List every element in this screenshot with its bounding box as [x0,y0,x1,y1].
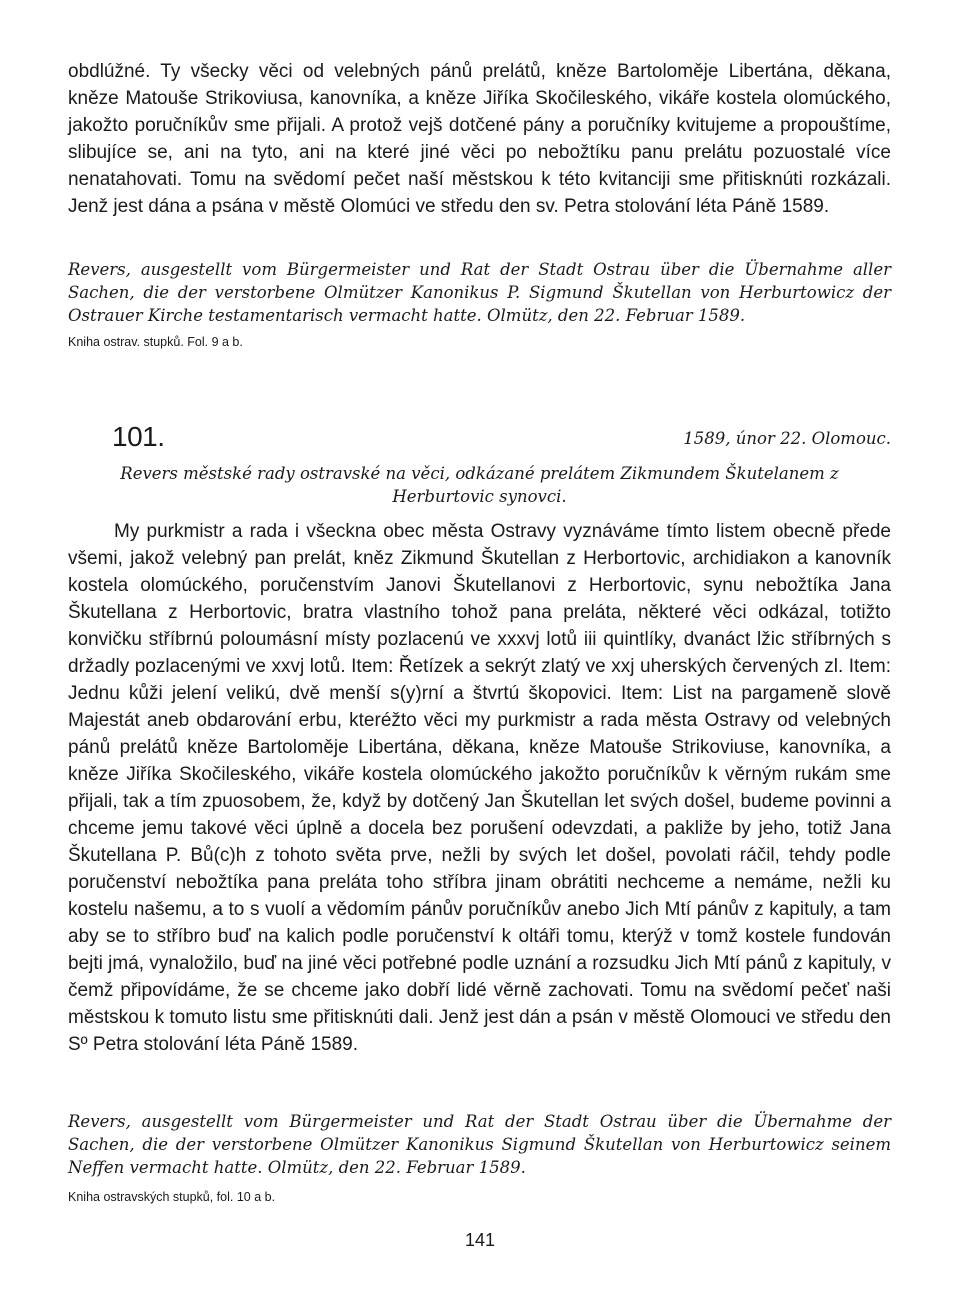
source-note: Kniha ostravských stupků, fol. 10 a b. [68,1190,276,1204]
german-summary: Revers, ausgestellt vom Bürgermeister und Rat der Stadt Ostrau über die Übernahme der Sachen, die der verstorbene Olmützer Kanonikus Sigmund Škutellan von Herburtowicz seinem Neffen vermacht hatte. Olmütz, den 22. Februar 1589. [68,1112,891,1177]
document-number: 101. [112,421,165,452]
document-date-place: 1589, únor 22. Olomouc. [683,429,891,448]
continued-paragraph: obdlúžné. Ty všecky věci od velebných pánů prelátů, kněze Bartoloměje Libertána, děkana, kněze Matouše Strikoviusa, kanovníka, a kněze Jiříka Skočileského, vikáře kostela olomúckého, jakožto poručníkův sme přijali. A protož vejš dotčené pány a poručníky kvitujeme a propouštíme, slibujíce se, ani na tyto, ani na které jiné věci po nebožtíku panu prelátu pozuostalé více nenatahovati. Tomu na svědomí pečet naší městskou k této kvitanciji sme přitisknúti rozkázali. Jenž jest dána a psána v městě Olomúci ve středu den sv. Petra stolování léta Páně 1589. [68,61,891,217]
source-note-previous: Kniha ostrav. stupků. Fol. 9 a b. [68,335,243,349]
document-body-text: My purkmistr a rada i všeckna obec města Ostravy vyznáváme tímto listem obecně přede všemi, jakož velebný pan prelát, kněz Zikmund Škutellan z Herbortovic, archidiakon a kanovník kostela olomúckého, poručenstvím Janovi Škutellanovi z Herbortovic, synu nebožtíka Jana Škutellana z Herbortovic, bratra vlastního tohož pana preláta, některé věci odkázal, totižto konvičku stříbrnú poloumásní místy pozlacenú ve xxxvj lotů iii quintlíky, dvanáct lžic stříbrných s držadly pozlacenými ve xxvj lotů. Item: Řetízek a sekrýt zlatý ve xxj uherských červených zl. Item: Jednu kůži jelení velikú, dvě menší s(y)rní a štvrtú škopovici. Item: List na pargameně slově Majestát aneb obdarování erbu, kteréžto věci my purkmistr a rada města Ostravy od velebných pánů prelátů kněze Bartoloměje Libertána, děkana, kněze Matouše Strikoviuse, kanovníka, a kněze Jiříka Skočileského, vikáře kostela olomúckého jakožto poručníkův k věrným rukám sme přijali, tak a tím zpuosobem, že, když by dotčený Jan Škutellan let svých došel, budeme povinni a chceme jemu takové věci úplně a docela bez porušení odevzdati, a pakliže by jeho, totiž Jana Škutellana P. Bů(c)h z tohoto světa prve, nežli by svých let došel, povolati ráčil, tehdy podle poručenství nebožtíka pana preláta toho stříbra jinam obrátiti nechceme a nemáme, nežli ku kostelu našemu, a to s vuolí a vědomím pánův poručníkův anebo Jich Mtí pánův z kapituly, a tam aby se to stříbro buď na kalich podle poručenství k oltáři tomu, kterýž v tomž kostele fundován bejti jmá, vynaložilo, buď na jiné věci potřebné podle uznání a rozsudku Jich Mtí pánů z kapituly, v čemž připovídáme, že se chceme jako dobří lidé věrně zachovati. Tomu na svědomí pečeť naši městskou k tomuto listu sme přitisknúti dali. Jenž jest dán a psán v městě Olomouci ve středu den Sº Petra stolování léta Páně 1589. [68,521,891,1055]
page-number: 141 [464,1230,496,1250]
document-header [112,420,891,456]
german-summary-previous: Revers, ausgestellt vom Bürgermeister und Rat der Stadt Ostrau über die Übernahme aller Sachen, die der verstorbene Olmützer Kanonikus P. Sigmund Škutellan von Herburtowicz der Ostrauer Kirche testamentarisch vermacht hatte. Olmütz, den 22. Februar 1589. [68,260,891,325]
document-regest: Revers městské rady ostravské na věci, odkázané prelátem Zikmundem Škutelanem z Herburtovic synovci. [120,464,839,506]
